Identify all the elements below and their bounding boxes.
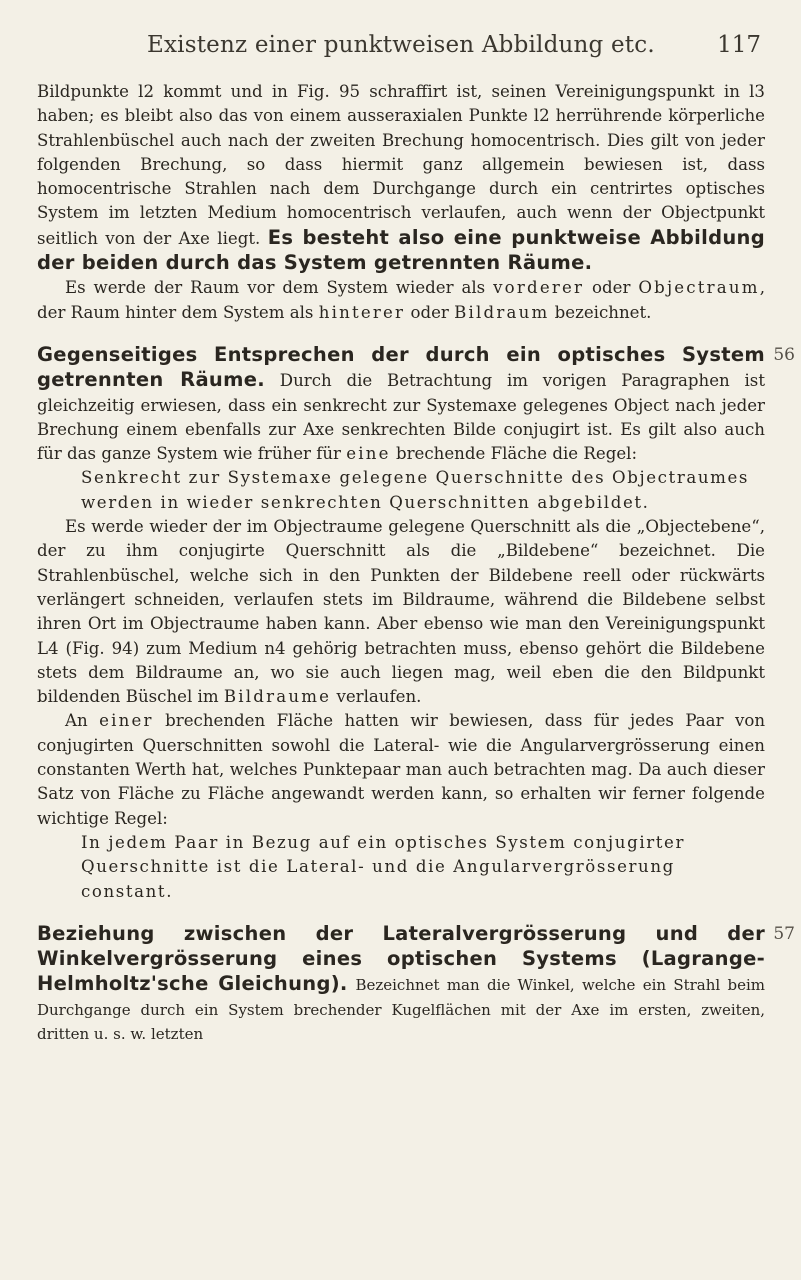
para-a-text: Es werde wieder der im Objectraume gelegene Querschnitt als die „Objectebene“, der zu ihm conjugirte Querschnitt als die „Bildebene“ bezeichnet. Die Strahlenbüschel, welche sich in den Punkten der Bildebene reell oder rückwärts verlängert schneiden, verlaufen stets im Bildraume, während die Bildebene selbst ihren Ort im Objectraume haben kann. Aber ebenso wie man den Vereinigungspunkt L4 (Fig. 94) zum Medium n4 gehörig betrachten muss, ebenso gehört die Bildebene stets dem Bildraume an, wo sie auch liegen mag, weil eben die den Bildpunkt bildenden Büschel im <box>37 517 765 707</box>
term-objectraum: Objectraum <box>638 278 760 298</box>
section-56 <box>37 342 795 904</box>
section-57 <box>37 921 795 1046</box>
running-header <box>37 26 765 66</box>
paragraph-1 <box>37 80 765 276</box>
section-56-text-end: brechende Fläche die Regel: <box>395 444 638 464</box>
paragraph-2-mid: , der Raum hinter dem System als <box>37 278 765 322</box>
section-56-para-a <box>37 515 765 709</box>
emphasis-eine: eine <box>346 444 391 464</box>
section-number-57: 57 <box>773 923 795 944</box>
para-a-end: verlaufen. <box>336 687 422 707</box>
page-body <box>37 80 795 1046</box>
section-57-paragraph <box>37 922 765 1046</box>
paragraph-2-conj: oder <box>592 278 631 298</box>
term-vorderer: vorderer <box>493 278 585 298</box>
paragraph-2 <box>37 276 765 325</box>
rule-2: In jedem Paar in Bezug auf ein optisches System conjugirter Querschnitte ist die Lateral- und die Angularvergrösserung constant. <box>81 832 685 901</box>
paragraph-2-end: bezeichnet. <box>554 302 652 322</box>
emphasis-bildraume: Bildraume <box>223 687 332 707</box>
emphasis-einer: einer <box>99 711 154 731</box>
term-hinterer: hinterer <box>318 302 406 322</box>
section-56-heading: Gegenseitiges Entsprechen der durch ein optisches System getrennten Räume. <box>37 342 765 392</box>
paragraph-2-text: Es werde der Raum vor dem System wieder als <box>65 278 486 298</box>
section-57-heading: Beziehung zwischen der Lateralvergrösserung und der Winkelvergrösserung eines optischen Systems (Lagrange-Helmholtz'sche Gleichung). <box>37 921 765 996</box>
section-57-text: Bezeichnet man die Winkel, welche ein Strahl beim Durchgange durch ein System brechender Kugelflächen mit der Axe im ersten, zweiten, dritten u. s. w. letzten <box>37 976 765 1043</box>
running-title: Existenz einer punktweisen Abbildung etc. <box>147 32 655 58</box>
term-bildraum: Bildraum <box>454 302 550 322</box>
section-56-text: Durch die Betrachtung im vorigen Paragraphen ist gleichzeitig erwiesen, dass ein senkrecht zur Systemaxe gelegenes Object nach jeder Brechung einem ebenfalls zur Axe senkrechten Bilde conjugirt ist. Es gilt also auch für das ganze System wie früher für <box>37 371 765 464</box>
page-number: 117 <box>717 32 761 58</box>
section-56-para-b <box>37 709 765 830</box>
section-number-56: 56 <box>773 344 795 365</box>
bold-statement: Es besteht also eine punktweise Abbildung der beiden durch das System getrennten Räume. <box>37 225 765 275</box>
rule-1: Senkrecht zur Systemaxe gelegene Querschnitte des Objectraumes werden in wieder senkrechten Querschnitten abgebildet. <box>81 468 749 512</box>
para-b-text: brechenden Fläche hatten wir bewiesen, dass für jedes Paar von conjugirten Querschnitten sowohl die Lateral- wie die Angularvergrösserung einen constanten Werth hat, welches Punktepaar man auch betrachten mag. Da auch dieser Satz von Fläche zu Fläche angewandt werden kann, so erhalten wir ferner folgende wichtige Regel: <box>37 711 766 828</box>
section-56-paragraph <box>37 343 765 466</box>
para-b-start: An <box>65 711 88 731</box>
paragraph-1-text: Bildpunkte l2 kommt und in Fig. 95 schraffirt ist, seinen Vereinigungspunkt in l3 haben; es bleibt also das von einem ausseraxialen Punkte l2 herrührende körperliche Strahlenbüschel auch nach der zweiten Brechung homocentrisch. Dies gilt von jeder folgenden Brechung, so dass hiermit ganz allgemein bewiesen ist, dass homocentrische Strahlen nach dem Durchgange durch ein centrirtes optisches System im letzten Medium homocentrisch verlaufen, auch wenn der Objectpunkt seitlich von der Axe liegt. <box>37 82 765 248</box>
paragraph-2-conj-2: oder <box>410 302 449 322</box>
